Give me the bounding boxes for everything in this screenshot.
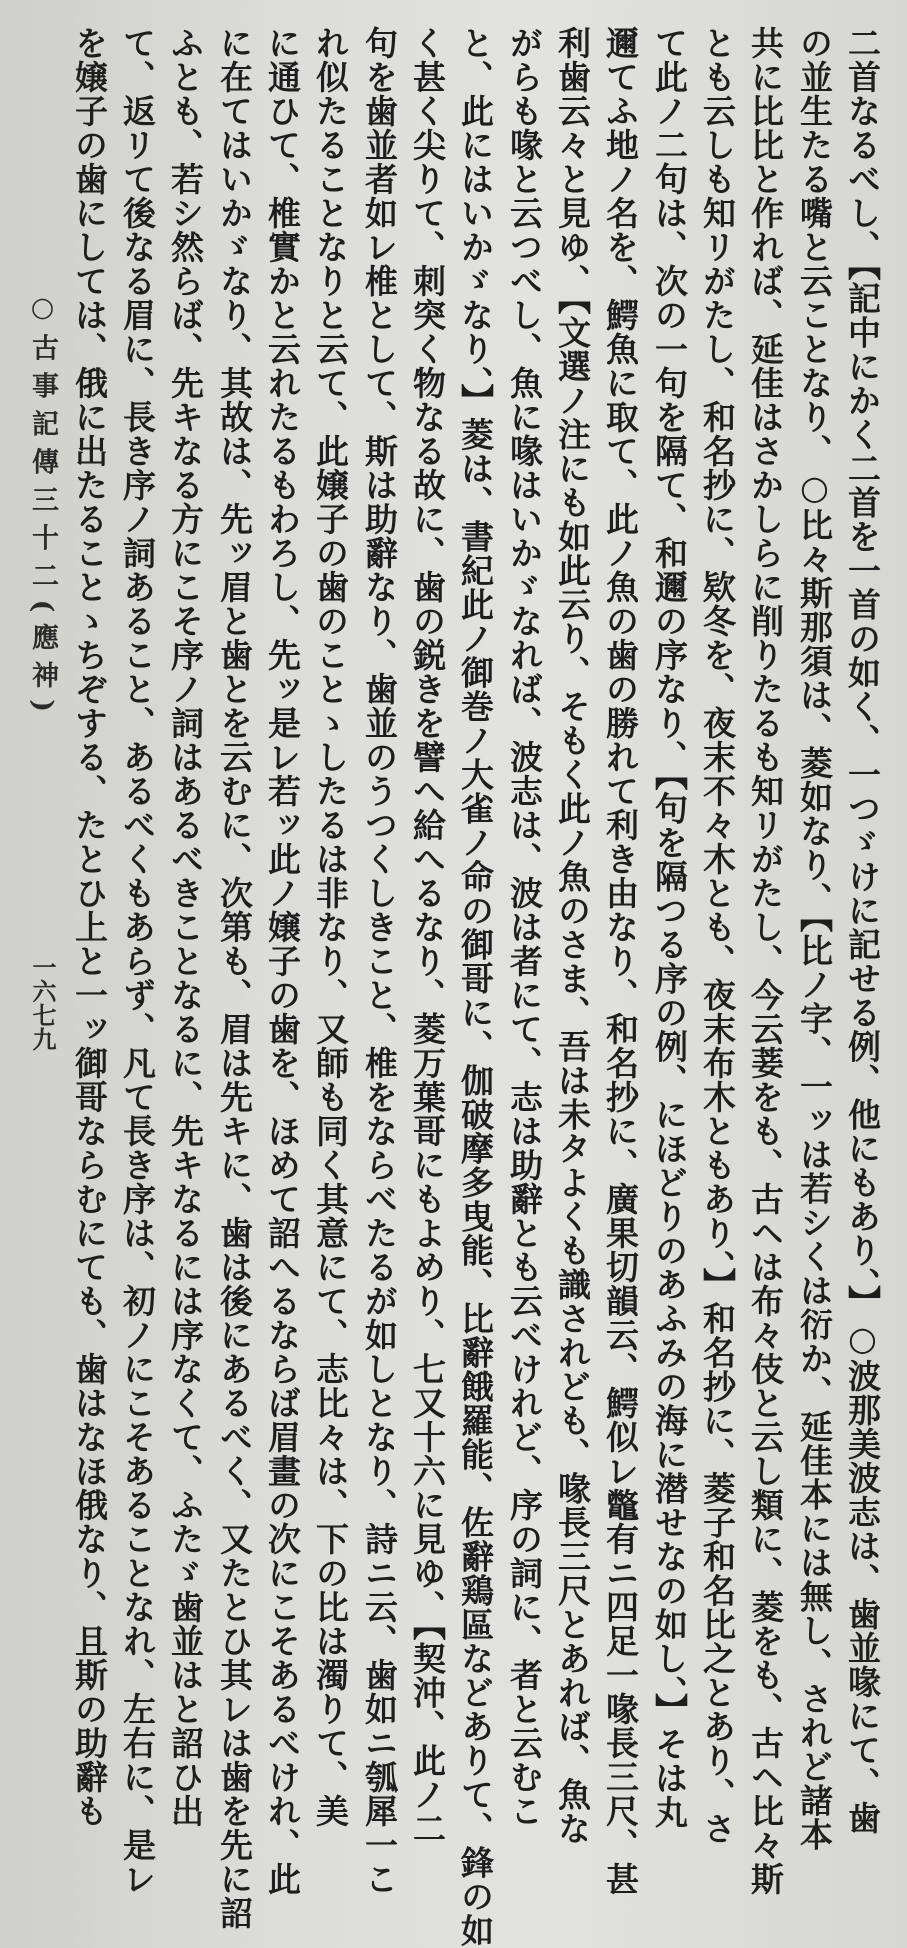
text-column-8: がらも喙と云つべし、魚に喙はいかゞなれば、波志は、波は者にて、志は助辭とも云べけれど、序の詞に、者と云むこ — [505, 26, 544, 1828]
text-column-2: の並生たる嘴と云ことなり、○比々斯那須は、菱如なり、【比ノ字、一ッは若シくは衍か、延佳本には無し、されど諸本 — [795, 26, 834, 1852]
text-column-14: に在てはいかゞなり、其故は、先ッ眉と歯とを云むに、次第も、眉は先キに、歯は後にあるべく、又たとひ其レは歯を先に詔 — [215, 26, 254, 1930]
text-column-11: 句を歯並者如レ椎として、斯は助辭なり、歯並のうつくしきこと、椎をならべたるが如しとなり、詩ニ云、歯如ニ瓠犀一こ — [360, 26, 399, 1896]
text-column-16: て、返リて後なる眉に、長き序ノ詞あること、あるべくもあらず、凡て長き序は、初ノにこそあることなれ、左右に、是レ — [118, 26, 157, 1896]
text-column-7: 利歯云々と見ゆ、【文選ノ注にも如此云り、そもく此ノ魚のさま、吾は未タよくも識されども、喙長三尺とあれば、魚な — [553, 26, 592, 1846]
text-column-1: 二首なるべし、【記中にかく二首を一首の如く、一つゞけに記せる例、他にもあり、】○波那美波志は、歯並喙にて、歯 — [843, 26, 882, 1835]
text-column-5: て此ノ二句は、次の一句を隔て、和邇の序なり、【句を隔つる序の例、にほどりのあふみの海に潜せなの如し、】そは丸 — [650, 26, 689, 1829]
text-column-6: 邇てふ地ノ名を、鰐魚に取て、此ノ魚の歯の勝れて利き由なり、和名抄に、廣果切韻云、鰐似レ鼈有ニ四足一喙長三尺、甚 — [601, 26, 640, 1896]
page-number: 一六七九 — [28, 955, 57, 1051]
text-column-10: く甚く尖りて、刺突く物なる故に、歯の鋭きを譬へ給へるなり、菱万葉哥にもよめり、七又十六に見ゆ、【契沖、此ノ二 — [408, 26, 447, 1846]
text-column-15: ふとも、若シ然らば、先キなる方にこそ序ノ詞はあるべきことなるに、先キなるには序なくて、ふたゞ歯並はと詔ひ出 — [166, 26, 205, 1828]
text-column-12: れ似たることなりと云て、此嬢子の歯のことゝしたるは非なり、又師も同く其意にて、志比々は、下の比は濁りて、美 — [311, 26, 350, 1828]
text-column-3: 共に比比と作れば、延佳はさかしらに削りたるも知リがたし、今云菨をも、古ヘは布々伎と云し類に、菱をも、古ヘ比々斯 — [746, 26, 785, 1896]
text-column-17: を嬢子の歯にしては、俄に出たることゝちぞする、たとひ上と一ッ御哥ならむにても、歯はなほ俄なり、且斯の助辭も — [70, 26, 109, 1828]
running-title: ○古事記傳三十二(應神) — [27, 292, 58, 712]
text-column-9: と、此にはいかゞなり、】菱は、書紀此ノ御巻ノ大雀ノ命の御哥に、伽破摩多曳能、比辭餓羅能、佐辭鶏區などありて、鋒の如 — [456, 26, 495, 1948]
text-column-4: とも云しも知リがたし、和名抄に、欵冬を、夜末不々木とも、夜末布木ともあり、】和名抄に、菱子和名比之とあり、さ — [698, 26, 737, 1846]
text-column-13: に通ひて、椎實かと云れたるもわろし、先ッ是レ若ッ此ノ嬢子の歯を、ほめて詔へるならば眉畫の次にこそあるべけれ、此 — [263, 26, 302, 1896]
